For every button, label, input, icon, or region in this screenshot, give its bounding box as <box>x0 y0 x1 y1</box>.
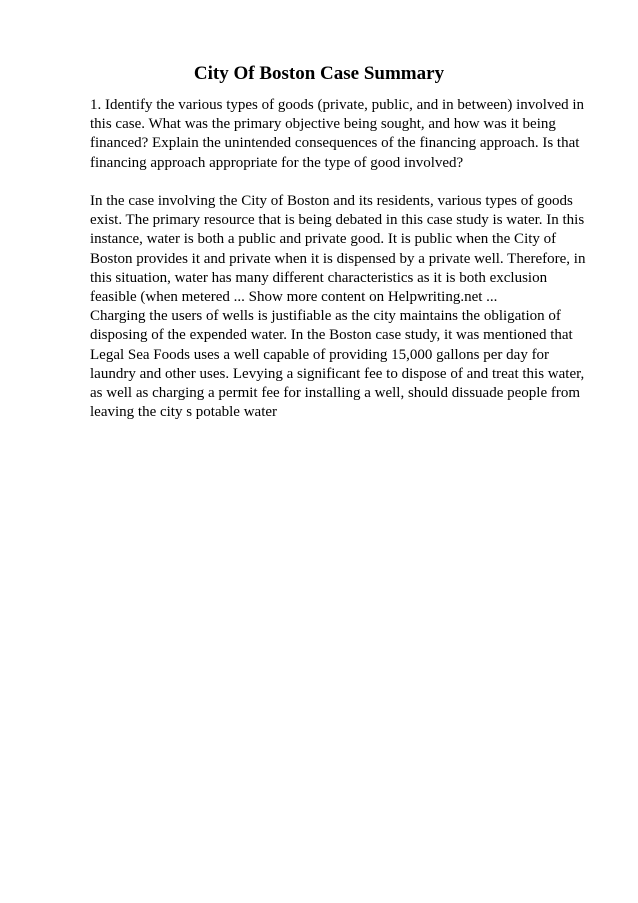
answer-paragraph-1: In the case involving the City of Boston and its residents, various types of goods exist. The primary resource that is being debated in this case study is water. In this instance, water is both a public and private good. It is public when the City of Boston provides it and private when it is dispensed by a private well. Therefore, in this situation, water has many different characteristics as it is both exclusion feasible (when metered ... Show more content on Helpwriting.net ... <box>90 193 586 306</box>
question-paragraph: 1. Identify the various types of goods (private, public, and in between) involved in this case. What was the primary objective being sought, and how was it being financed? Explain the unintended consequences of the financing approach. Is that financing approach appropriate for the type of good involved? <box>90 97 585 171</box>
paragraph-spacer <box>90 173 588 192</box>
document-body <box>90 96 588 422</box>
document-title: City Of Boston Case Summary <box>193 63 445 84</box>
answer-paragraph-2: Charging the users of wells is justifiable as the city maintains the obligation of disposing of the expended water. In the Boston case study, it was mentioned that Legal Sea Foods uses a well capable of providing 15,000 gallons per day for laundry and other uses. Levying a significant fee to dispose of and treat this water, as well as charging a permit fee for installing a well, should dissuade people from leaving the city s potable water <box>90 308 585 421</box>
